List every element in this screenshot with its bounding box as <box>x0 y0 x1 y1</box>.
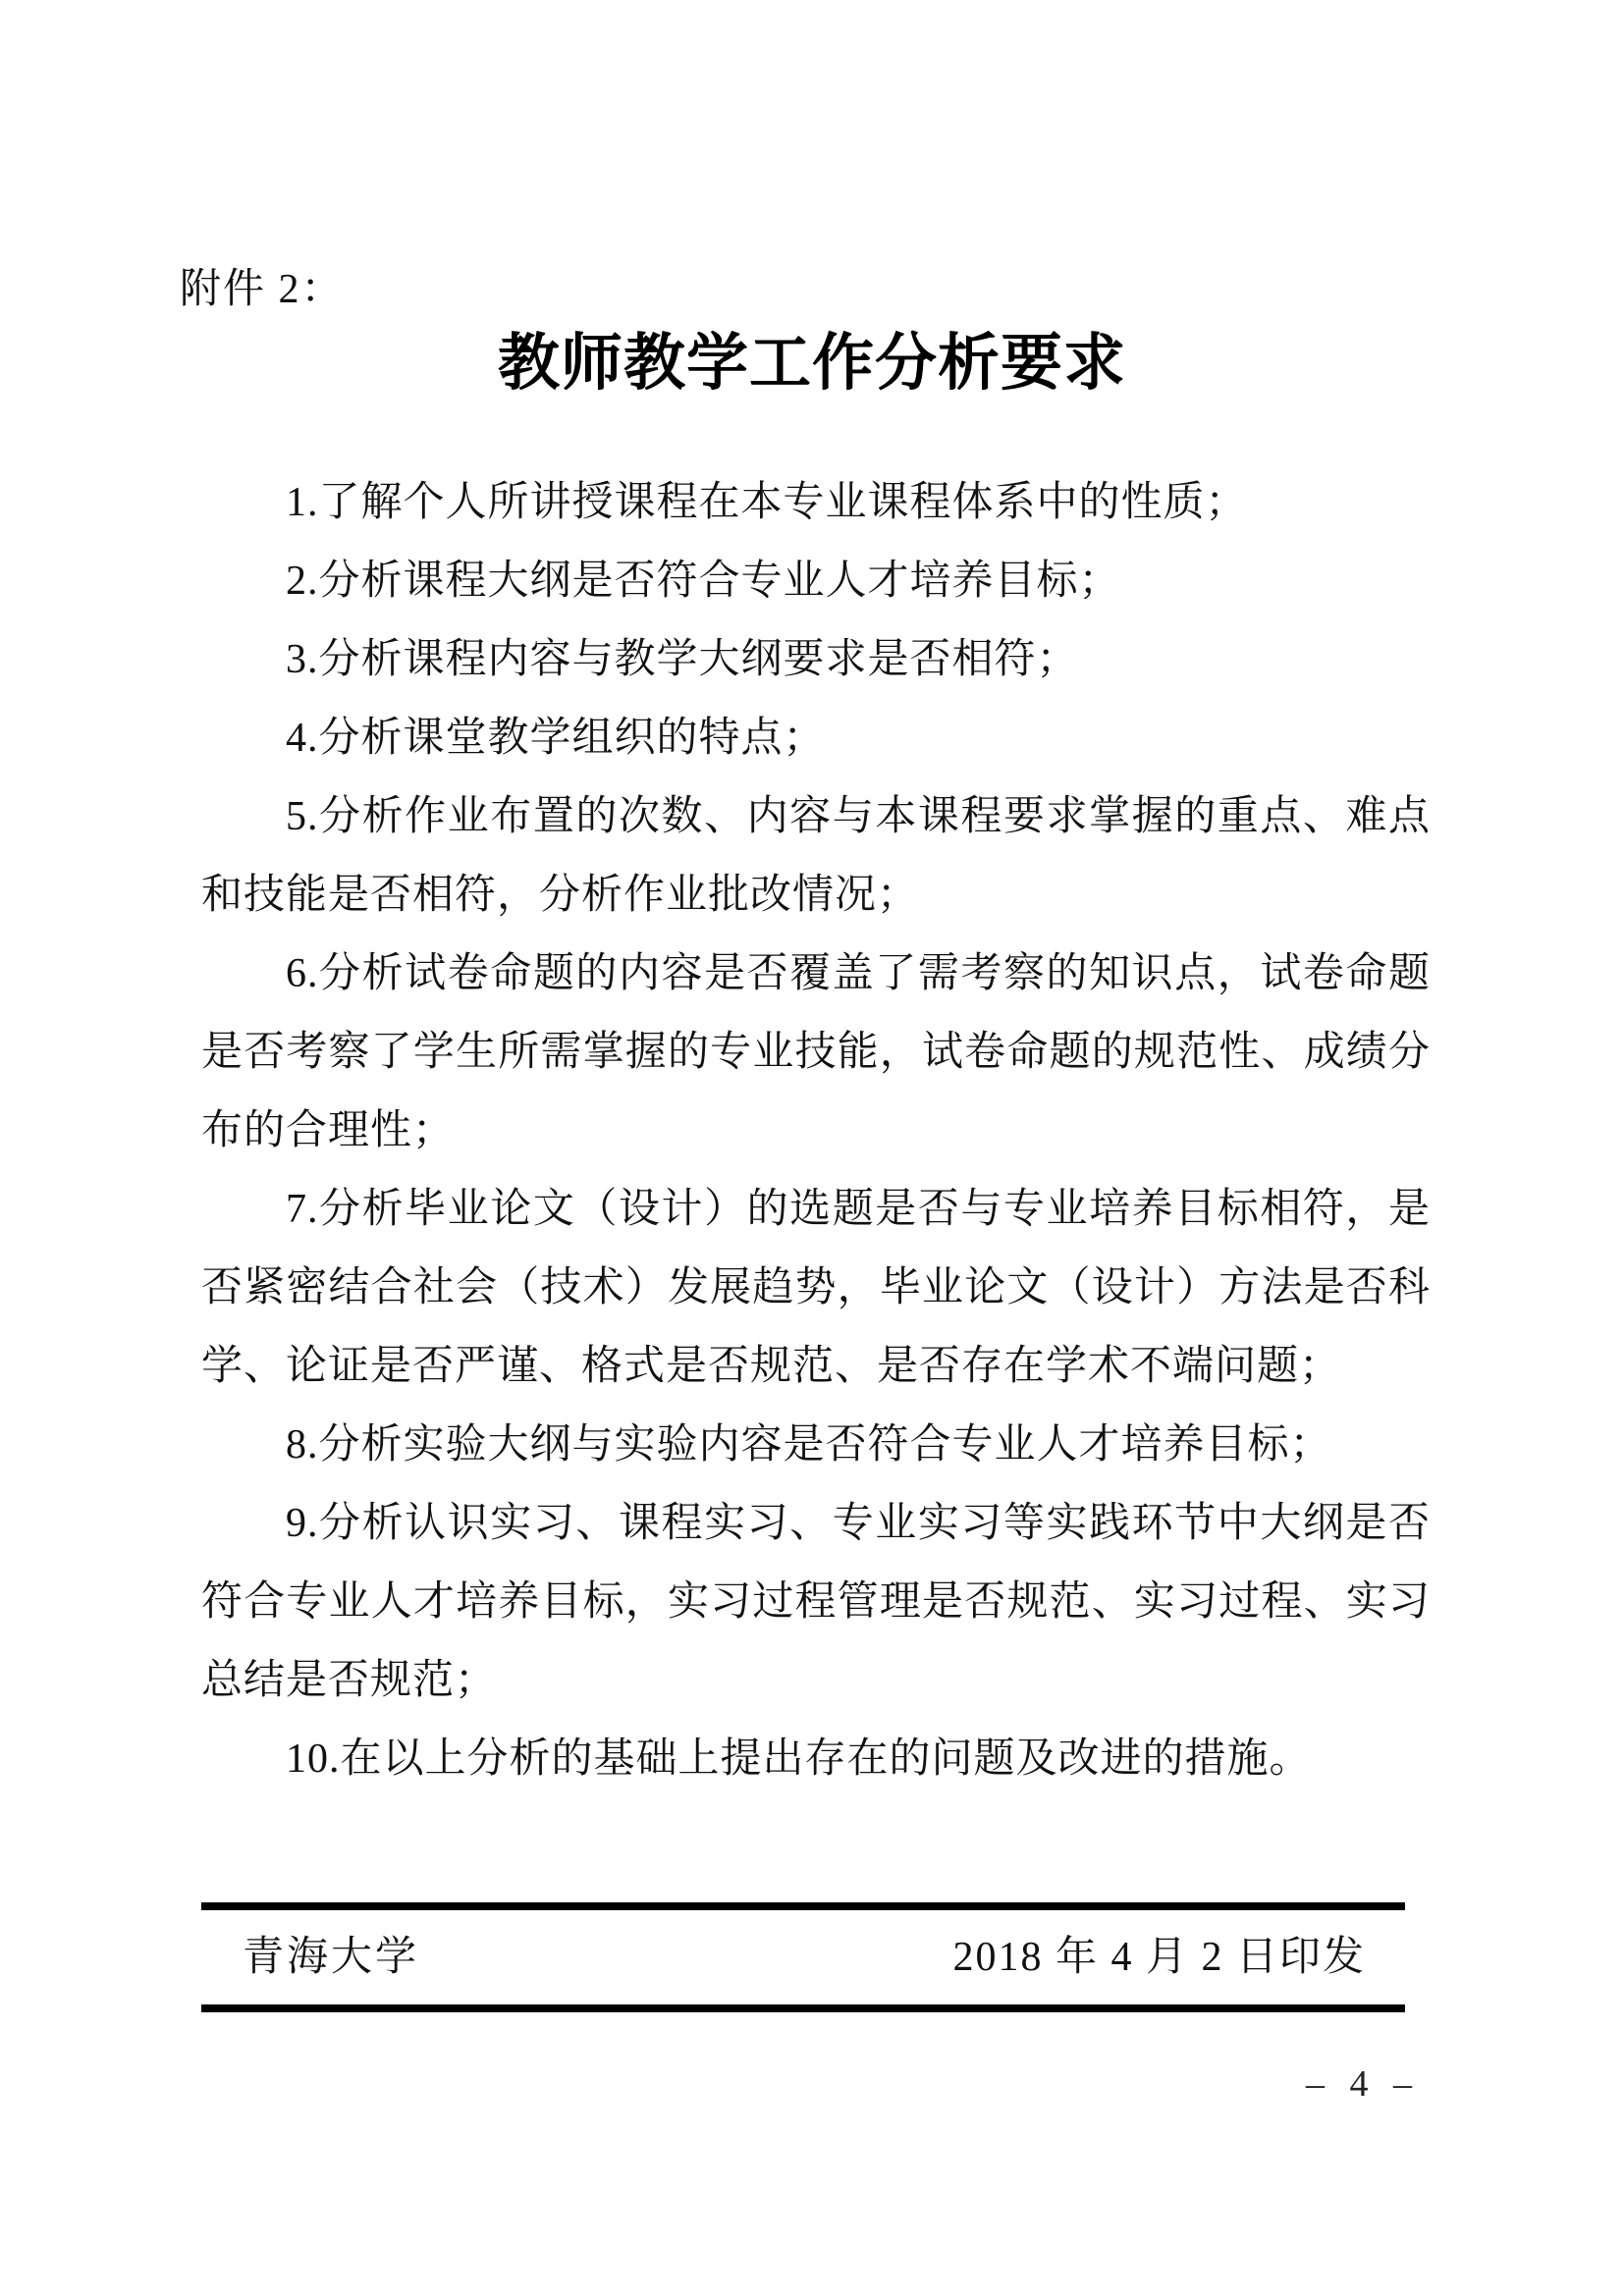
document-title: 教师教学工作分析要求 <box>498 329 1126 398</box>
page-number: – 4 – <box>1306 2063 1420 2105</box>
list-item-6: 6.分析试卷命题的内容是否覆盖了需考察的知识点，试卷命题是否考察了学生所需掌握的专业技能，试卷命题的规范性、成绩分布的合理性； <box>201 951 1431 1153</box>
list-item-9: 9.分析认识实习、课程实习、专业实习等实践环节中大纲是否符合专业人才培养目标，实习过程管理是否规范、实习过程、实习总结是否规范； <box>201 1501 1431 1703</box>
issuer-name: 青海大学 <box>243 1935 420 1980</box>
issue-date: 2018 年 4 月 2 日印发 <box>952 1935 1366 1980</box>
footer-rule-bottom <box>201 2004 1405 2012</box>
list-item-3: 3.分析课程内容与教学大纲要求是否相符； <box>286 637 1079 682</box>
document-footer <box>201 1928 1405 1987</box>
attachment-label: 附件 2： <box>180 267 345 312</box>
footer-rule-top <box>201 1902 1405 1910</box>
list-item-10: 10.在以上分析的基础上提出存在的问题及改进的措施。 <box>286 1736 1312 1782</box>
list-item-7: 7.分析毕业论文（设计）的选题是否与专业培养目标相符，是否紧密结合社会（技术）发展趋势，毕业论文（设计）方法是否科学、论证是否严谨、格式是否规范、是否存在学术不端问题； <box>201 1187 1431 1389</box>
list-item-1: 1.了解个人所讲授课程在本专业课程体系中的性质； <box>286 480 1248 525</box>
list-item-5: 5.分析作业布置的次数、内容与本课程要求掌握的重点、难点和技能是否相符，分析作业批改情况； <box>201 794 1431 918</box>
list-item-8: 8.分析实验大纲与实验内容是否符合专业人才培养目标； <box>286 1422 1332 1468</box>
list-item-4: 4.分析课堂教学组织的特点； <box>286 716 826 761</box>
document-body <box>201 463 1431 1798</box>
list-item-2: 2.分析课程大纲是否符合专业人才培养目标； <box>286 559 1121 604</box>
